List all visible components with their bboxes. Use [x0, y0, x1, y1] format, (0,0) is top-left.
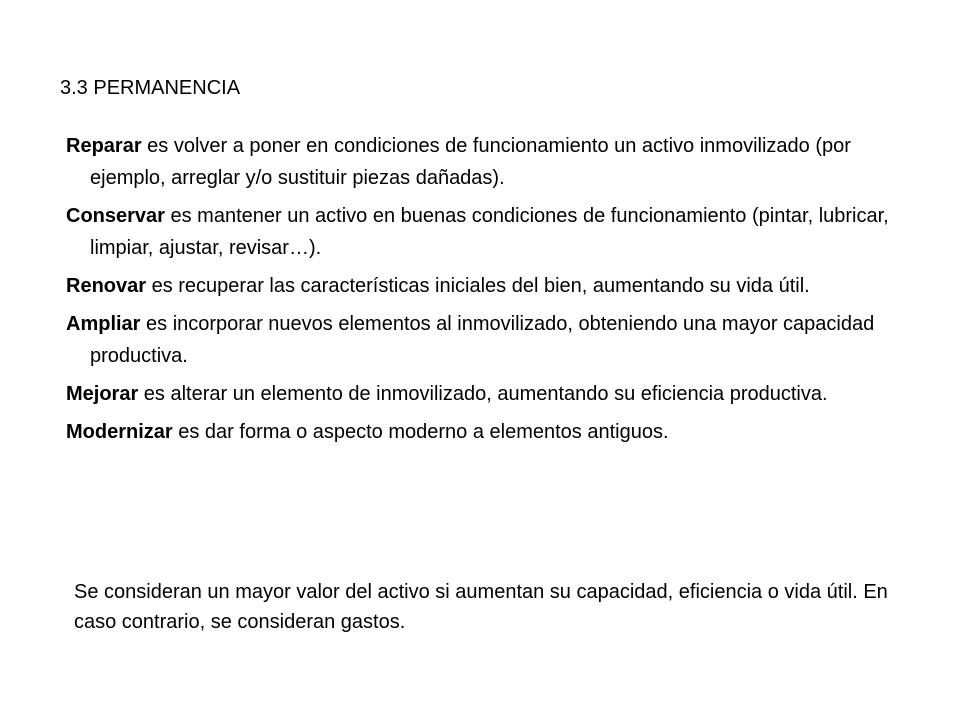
definition-text: es volver a poner en condiciones de funcionamiento un activo inmovilizado (por ejemplo, arreglar y/o sustituir piezas dañadas). [90, 135, 851, 189]
definition-conservar [66, 200, 916, 264]
definition-renovar [66, 270, 916, 302]
term: Mejorar [66, 383, 139, 405]
definition-mejorar [66, 378, 916, 410]
definition-text: es mantener un activo en buenas condiciones de funcionamiento (pintar, lubricar, limpiar, ajustar, revisar…). [90, 205, 889, 259]
definitions-list [66, 130, 916, 454]
definition-modernizar [66, 416, 916, 448]
term: Ampliar [66, 313, 141, 335]
definition-text: es alterar un elemento de inmovilizado, aumentando su eficiencia productiva. [138, 383, 828, 405]
term: Modernizar [66, 421, 173, 443]
slide-title: 3.3 PERMANENCIA [60, 77, 241, 99]
definition-reparar [66, 130, 916, 194]
term: Renovar [66, 275, 147, 297]
definition-text: es dar forma o aspecto moderno a elementos antiguos. [172, 421, 669, 443]
definition-ampliar [66, 308, 916, 372]
definition-text: es incorporar nuevos elementos al inmovilizado, obteniendo una mayor capacidad productiva. [90, 313, 875, 367]
definition-text: es recuperar las características iniciales del bien, aumentando su vida útil. [146, 275, 810, 297]
closing-note: Se consideran un mayor valor del activo si aumentan su capacidad, eficiencia o vida útil. En caso contrario, se consideran gastos. [74, 581, 888, 633]
term: Reparar [66, 135, 142, 157]
term: Conservar [66, 205, 165, 227]
